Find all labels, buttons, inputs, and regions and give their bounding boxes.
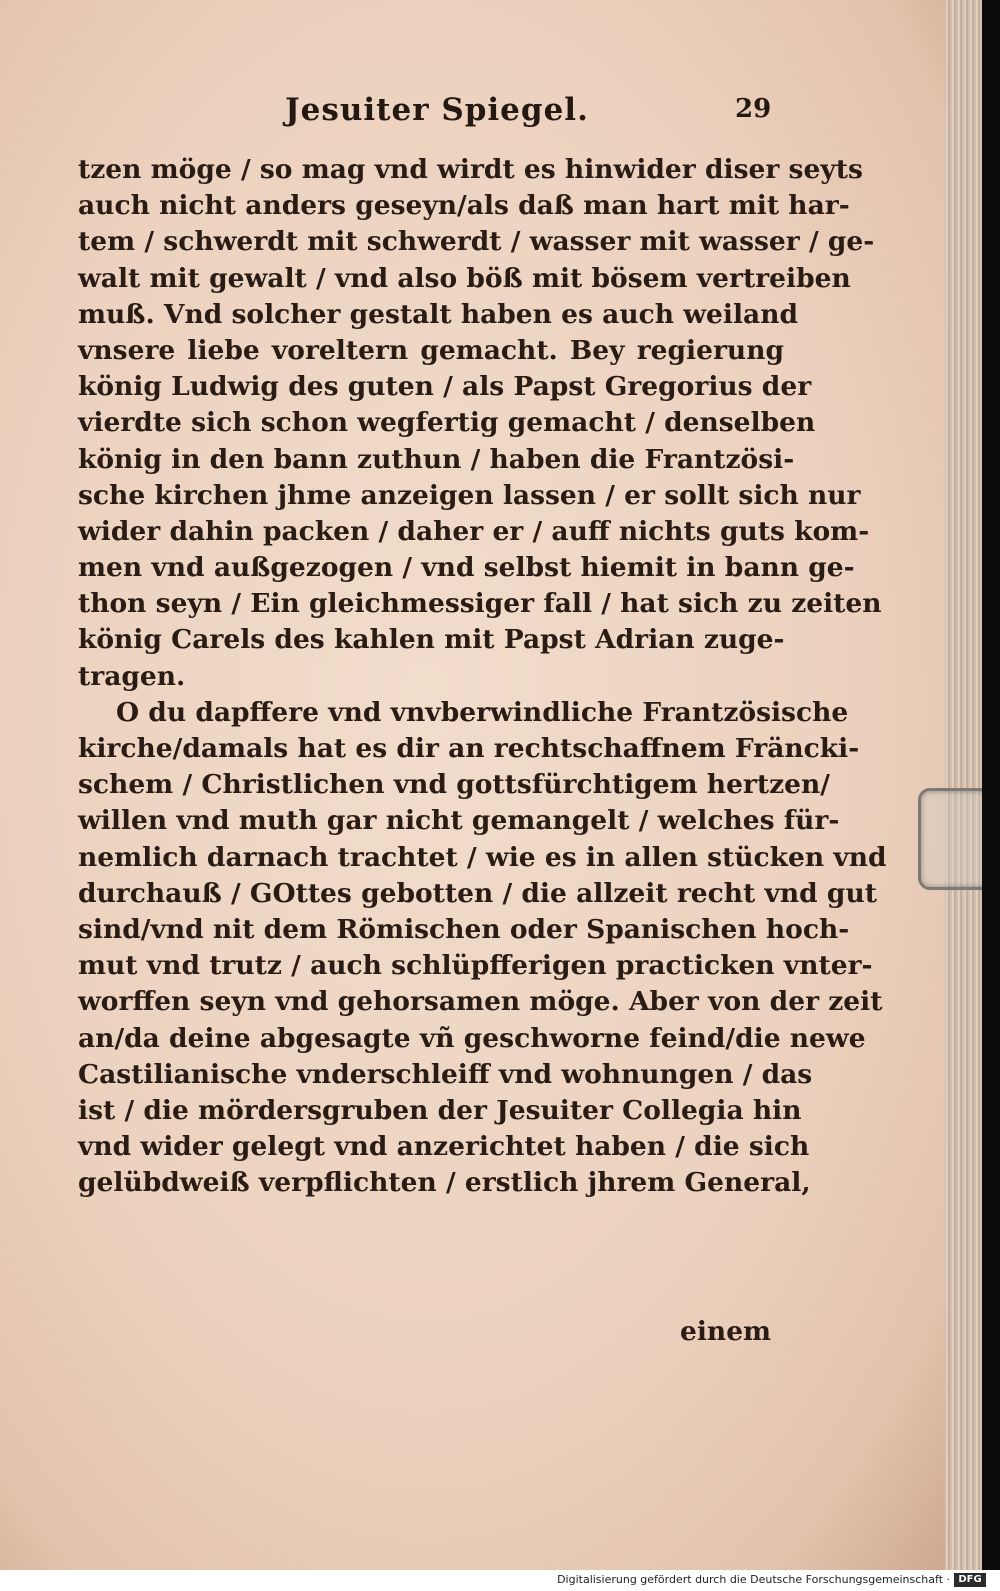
page-number: 29 — [735, 94, 772, 124]
text-line: könig Ludwig des guten / als Papst Gregorius der — [78, 371, 812, 403]
text-line: men vnd außgezogen / vnd selbst hiemit in bann ge- — [78, 552, 855, 584]
text-line: vierdte sich schon wegfertig gemacht / denselben — [78, 407, 816, 439]
body-text — [78, 152, 887, 1201]
text-line: gelübdweiß verpflichten / erstlich jhrem General, — [78, 1167, 811, 1199]
text-line: walt mit gewalt / vnd also böß mit bösem vertreiben — [78, 262, 851, 294]
book-spine-shadow — [982, 0, 1000, 1570]
text-line: nemlich darnach trachtet / wie es in allen stücken vnd — [78, 841, 887, 873]
text-line: durchauß / GOttes gebotten / die allzeit recht vnd gut — [78, 877, 877, 909]
running-title: Jesuiter Spiegel. — [285, 92, 589, 128]
text-line: kirche/damals hat es dir an rechtschaffnem Fräncki- — [78, 733, 860, 764]
text-line: tzen möge / so mag vnd wirdt es hinwider diser seyts — [78, 154, 863, 185]
text-line: könig Carels des kahlen mit Papst Adrian zuge- — [78, 624, 785, 656]
catchword: einem — [680, 1316, 772, 1347]
text-line: schem / Christlichen vnd gottsfürchtigem hertzen/ — [78, 769, 830, 801]
text-line: an/da deine abgesagte vñ geschworne feind/die newe — [78, 1022, 866, 1054]
text-line: auch nicht anders geseyn/als daß man hart mit har- — [78, 190, 850, 222]
text-line: könig in den bann zuthun / haben die Frantzösi- — [78, 443, 795, 475]
text-line: tragen. — [78, 660, 186, 692]
text-line: ist / die mördersgruben der Jesuiter Collegia hin — [78, 1094, 802, 1126]
dfg-logo: DFG — [954, 1573, 986, 1587]
page-header — [80, 92, 780, 136]
text-line: vnd wider gelegt vnd anzerichtet haben / die sich — [78, 1131, 810, 1163]
text-line: mut vnd trutz / auch schlüpfferigen practicken vnter- — [78, 950, 873, 982]
text-line: O du dapffere vnd vnvberwindliche Frantzösische — [116, 696, 849, 728]
text-line: willen vnd muth gar nicht gemangelt / welches für- — [78, 805, 840, 837]
text-line: worffen seyn vnd gehorsamen möge. Aber von der zeit — [78, 986, 883, 1018]
text-line: sind/vnd nit dem Römischen oder Spanischen hoch- — [78, 913, 850, 945]
text-line: vnsere liebe voreltern gemacht. Bey regierung — [78, 334, 784, 366]
text-line: sche kirchen jhme anzeigen lassen / er sollt sich nur — [78, 479, 861, 511]
funding-credit: Digitalisierung gefördert durch die Deutsche Forschungsgemeinschaft · — [557, 1573, 950, 1586]
text-line: thon seyn / Ein gleichmessiger fall / hat sich zu zeiten — [78, 588, 882, 620]
digitization-footer — [0, 1570, 1000, 1591]
text-line: Castilianische vnderschleiff vnd wohnungen / das — [78, 1058, 813, 1090]
text-line: tem / schwerdt mit schwerdt / wasser mit wasser / ge- — [78, 226, 875, 258]
text-line: wider dahin packen / daher er / auff nichts guts kom- — [78, 515, 870, 547]
text-line: muß. Vnd solcher gestalt haben es auch weiland — [78, 298, 799, 330]
